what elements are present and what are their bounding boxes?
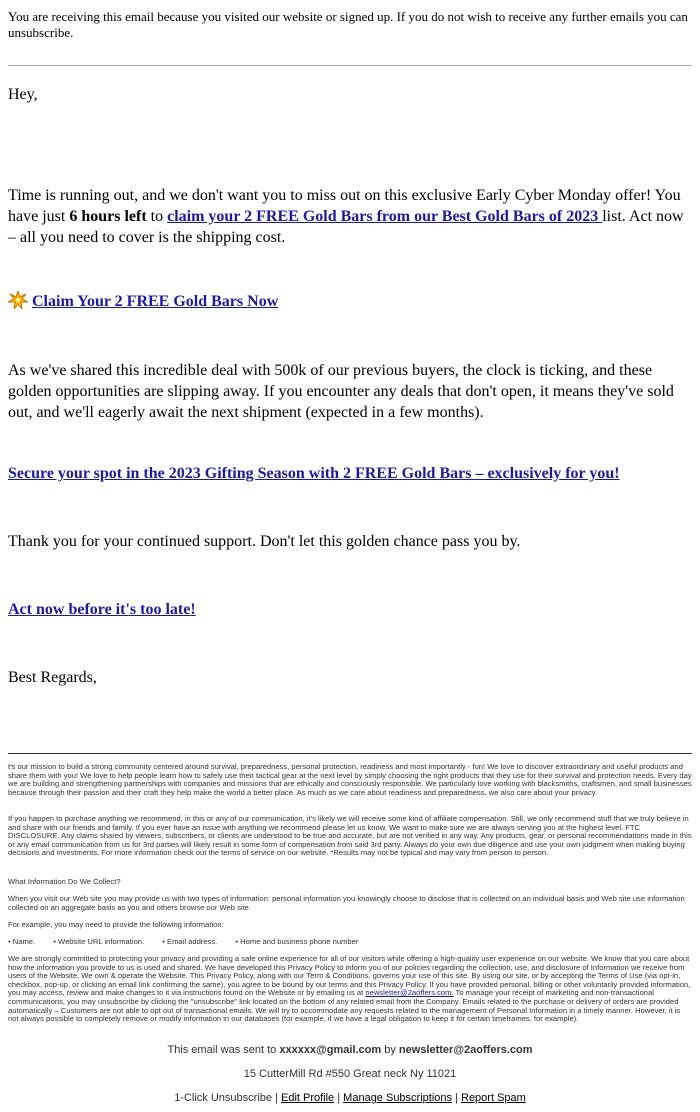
header-divider: [8, 65, 692, 66]
report-spam-link[interactable]: Report Spam: [461, 1092, 526, 1104]
sent-prefix: This email was sent to: [167, 1044, 280, 1056]
bullet-item: • Email address.: [162, 937, 218, 946]
separator: |: [272, 1092, 281, 1104]
cta-claim-row: [8, 291, 692, 312]
unsubscribe-notice: You are receiving this email because you visited our website or signed up. If you do not wish to receive any further emails you can unsubscribe.: [8, 9, 688, 40]
sent-to-line: [0, 1044, 700, 1056]
edit-profile-link[interactable]: Edit Profile: [280, 1092, 335, 1104]
privacy-email-link[interactable]: newsletter@2aoffers.com.: [365, 988, 454, 998]
intro-text-2: to: [146, 208, 168, 225]
sent-by: by: [381, 1044, 399, 1056]
one-click-unsubscribe[interactable]: 1-Click Unsubscribe: [174, 1092, 272, 1104]
burst-sparkle-icon: [8, 291, 28, 309]
bullet-item: • Website URL information.: [53, 937, 145, 946]
thanks-paragraph: Thank you for your continued support. Don't let this golden chance pass you by.: [8, 533, 521, 550]
claim-now-button[interactable]: Claim Your 2 FREE Gold Bars Now: [32, 293, 279, 310]
postal-address: 15 CutterMill Rd #550 Great neck Ny 11021: [243, 1068, 457, 1080]
intro-paragraph: [8, 185, 692, 248]
intro-text-3: list. Act now – all you need to cover is the shipping cost.: [8, 208, 684, 246]
mission-text: t's our mission to build a strong community centered around survival, preparedness, personal protection, readiness and most importantly - fun! We love to discover extraordinary and useful products and share them with you! We love to help people learn how to safely use their tactical gear at the next level by simply choosing the right products that they use for their survival and protection needs. Every day we are building and strengthening partnerships with companies and missions that are ethically and consciously responsible. We particularly love working with blacksmiths, craftsmen, and small businesses because through their passion and their craft they help make the world a better place. As much as we care about readiness and preparedness, we also care about your privacy.: [8, 762, 692, 797]
separator: |: [334, 1092, 344, 1104]
footer-links: [0, 1092, 700, 1104]
greeting: Hey,: [8, 86, 38, 103]
deal-paragraph: As we've shared this incredible deal with 500k of our previous buyers, the clock is ticking, and these golden opportunities are slipping away. If you encounter any deals that don't open, it means they've sold out, and we'll eagerly await the next shipment (expected in a few months).: [8, 362, 674, 421]
sender-email: newsletter@2aoffers.com: [398, 1044, 533, 1056]
manage-subscriptions-link[interactable]: Manage Subscriptions: [343, 1092, 453, 1104]
separator: |: [452, 1092, 461, 1104]
cta-secure-row: [8, 463, 692, 484]
example-intro: For example, you may need to provide the following information:: [8, 920, 224, 929]
privacy-text: [8, 955, 692, 1024]
bullet-item: • Home and business phone number: [235, 937, 359, 946]
intro-text-1: Time is running out, and we don't want you to miss out on this exclusive Early Cyber Monday offer! You have just: [8, 187, 681, 225]
what-info-text: When you visit our Web site you may provide us with two types of information: personal information you knowingly choose to disclose that is collected on an individual basis and Web site use information collected on an aggregate basis as you and others browse our Web site.: [8, 894, 685, 912]
info-bullet-list: [8, 938, 692, 947]
intro-bold-hours: 6 hours left: [69, 208, 147, 225]
bullet-item: • Name.: [8, 937, 36, 946]
secure-spot-link[interactable]: Secure your spot in the 2023 Gifting Season with 2 FREE Gold Bars – exclusively for you!: [8, 465, 620, 482]
what-info-heading: What Information Do We Collect?: [8, 877, 121, 886]
privacy-text-2: To manage your receipt of marketing and non-transactional communications, you may unsubscribe by clicking the "unsubscribe" link located on the bottom of any related email from the Company. Emails related to the purchase or delivery of orders are provided automatically – Customers are not able to opt out of transactional emails. We will try to accommodate any requests related to the management of Personal Information in a timely manner. However, it is not always possible to completely remove or modify information in our databases (for example, if we have a legal obligation to keep it for certain timeframes, for example).: [8, 988, 681, 1024]
privacy-text-1: We are strongly committed to protecting your privacy and providing a safe online experience for all of our visitors while offering a high-quality user experience on our website. We know that you care about how the information you provide to us is used and shared. We have developed this Privacy Policy to inform you of our policies regarding the collection, use, and disclosure of Information we receive from users of the Website. We own & operate the Website. This Privacy Policy, along with our Term & Conditions, governs your use of this site. By using our site, or by accepting the Terms of Use (via opt-in, checkbox, pop-up, or clicking an email link confirming the same), you agree to be bound by our terms and this Privacy Policy. If you have provided personal, billing or other voluntarily provided information, you may access, review and make changes to it via instructions found on the Website or by emailing us at: [8, 954, 691, 998]
signoff: Best Regards,: [8, 669, 97, 686]
recipient-email: xxxxxx@gmail.com: [279, 1044, 382, 1056]
disclosure-text: If you happen to purchase anything we recommend, in this or any of our communication, it's likely we will receive some kind of affiliate compensation. Still, we only recommend stuff that we truly believe in and share with our friends and family. If you ever have an issue with anything we recommend please let us know. We want to make sure we are always serving you at the highest level. FTC DISCLOSURE. Any claims shared by viewers, subscribers, or clients are understood to be true and accurate, but are not verified in any way. Any products, gear, or personal recommendations made in this or any email communication from us for 3rd parties will likely result in some form of compensation from said 3rd party. Always do your own due diligence and use your own judgment when making buying decisions and investments. For more information check out the terms of service on our website. *Results may not be typical and may vary from person to person.: [8, 814, 692, 858]
footer-divider: [8, 753, 692, 754]
act-now-link[interactable]: Act now before it's too late!: [8, 601, 196, 618]
cta-act-row: [8, 599, 692, 620]
claim-gold-bars-link[interactable]: claim your 2 FREE Gold Bars from our Best Gold Bars of 2023: [167, 208, 603, 225]
